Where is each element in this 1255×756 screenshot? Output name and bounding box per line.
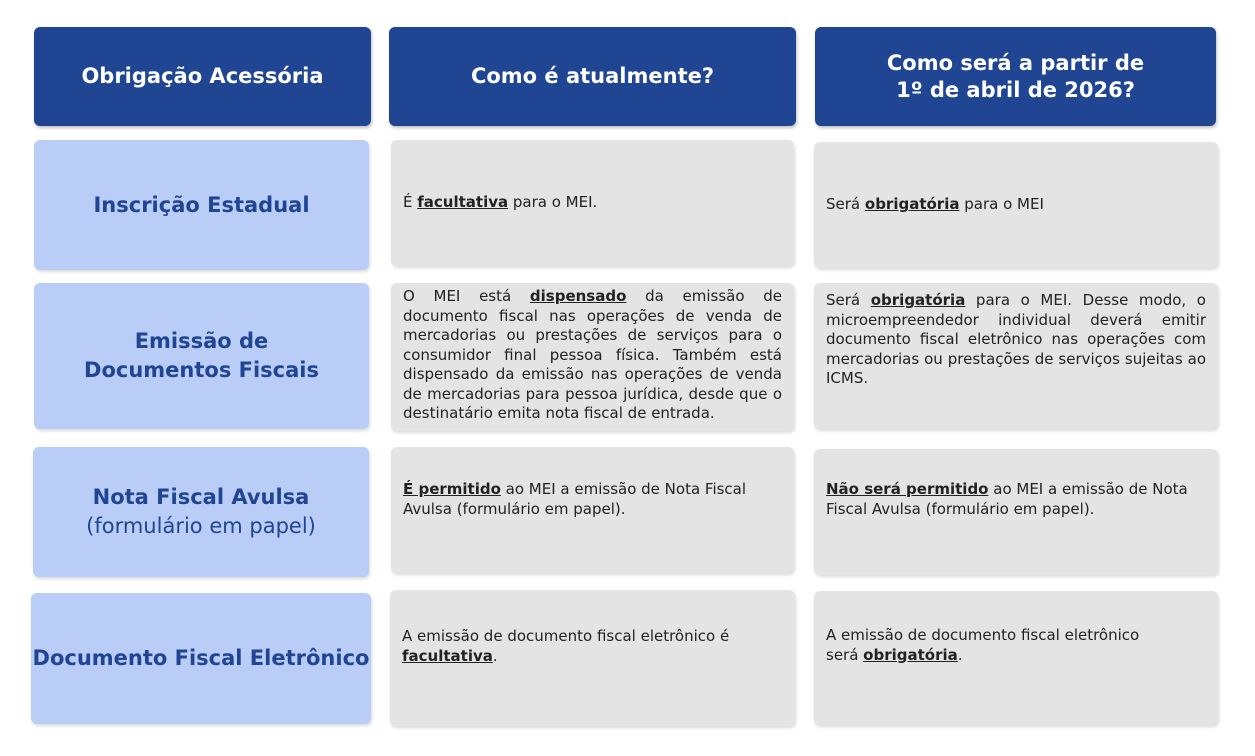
future-inscricao-estadual bbox=[814, 142, 1218, 268]
header-col3-line2: 1º de abril de 2026? bbox=[896, 77, 1135, 102]
row4-current-text: A emissão de documento fiscal eletrônico é facultativa. bbox=[402, 627, 730, 665]
label-emissao-documentos-fiscais bbox=[34, 283, 369, 429]
header-obrigacao-acessoria bbox=[34, 27, 371, 126]
current-nota-fiscal-avulsa bbox=[391, 447, 794, 573]
row1-future-emphasis: obrigatória bbox=[864, 195, 960, 214]
row1-label-text: Inscrição Estadual bbox=[93, 192, 310, 217]
row2-current-text: O MEI está dispensado da emissão de documento fiscal nas operações de venda de mercadorias ou prestações de serviços para o consumidor final pessoa física. Também está dispensado da emissão nas operações de venda de mercadorias para pessoa jurídica, desde que o destinatário emita nota fiscal de entrada. bbox=[403, 287, 783, 422]
current-documento-fiscal-eletronico bbox=[390, 590, 795, 726]
row1-current-text: É facultativa para o MEI. bbox=[403, 193, 598, 212]
header-como-sera bbox=[815, 27, 1216, 126]
row2-current-emphasis: dispensado bbox=[529, 287, 627, 305]
row3-future-text: Não será permitido ao MEI a emissão de Nota Fiscal Avulsa (formulário em papel). bbox=[826, 480, 1188, 518]
label-inscricao-estadual bbox=[34, 140, 369, 270]
future-emissao-documentos-fiscais bbox=[814, 283, 1218, 429]
row2-label-line1: Emissão de bbox=[134, 329, 269, 353]
row3-label-sub: (formulário em papel) bbox=[86, 514, 316, 538]
future-nota-fiscal-avulsa bbox=[814, 449, 1218, 575]
future-documento-fiscal-eletronico bbox=[814, 591, 1218, 725]
header-col3-line1: Como será a partir de bbox=[886, 50, 1145, 75]
current-inscricao-estadual bbox=[391, 140, 794, 266]
row4-label-text: Documento Fiscal Eletrônico bbox=[32, 646, 370, 670]
row2-future-text: Será obrigatória para o MEI. Desse modo, o microempreendedor individual deverá emitir documento fiscal eletrônico nas operações com mercadorias ou prestações de serviços sujeitas ao ICMS. bbox=[826, 291, 1206, 387]
row3-label-text: Nota Fiscal Avulsa bbox=[92, 485, 310, 509]
label-documento-fiscal-eletronico bbox=[31, 593, 371, 724]
row3-future-emphasis: Não será permitido bbox=[826, 480, 989, 498]
row4-future-text: A emissão de documento fiscal eletrônico será obrigatória. bbox=[826, 626, 1140, 664]
row2-label-line2: Documentos Fiscais bbox=[84, 358, 319, 382]
row1-current-emphasis: facultativa bbox=[417, 193, 509, 212]
row4-future-emphasis: obrigatória bbox=[863, 645, 958, 664]
header-como-e-atualmente bbox=[389, 27, 796, 126]
current-emissao-documentos-fiscais bbox=[391, 283, 794, 431]
header-col1-text: Obrigação Acessória bbox=[81, 64, 324, 88]
row3-current-text: É permitido ao MEI a emissão de Nota Fiscal Avulsa (formulário em papel). bbox=[403, 480, 747, 518]
row1-future-text: Será obrigatória para o MEI bbox=[826, 195, 1044, 214]
header-col2-text: Como é atualmente? bbox=[470, 64, 715, 88]
label-nota-fiscal-avulsa bbox=[33, 447, 369, 577]
row4-current-emphasis: facultativa bbox=[402, 646, 493, 665]
row3-current-emphasis: É permitido bbox=[403, 480, 501, 498]
row2-future-emphasis: obrigatória bbox=[870, 291, 966, 309]
